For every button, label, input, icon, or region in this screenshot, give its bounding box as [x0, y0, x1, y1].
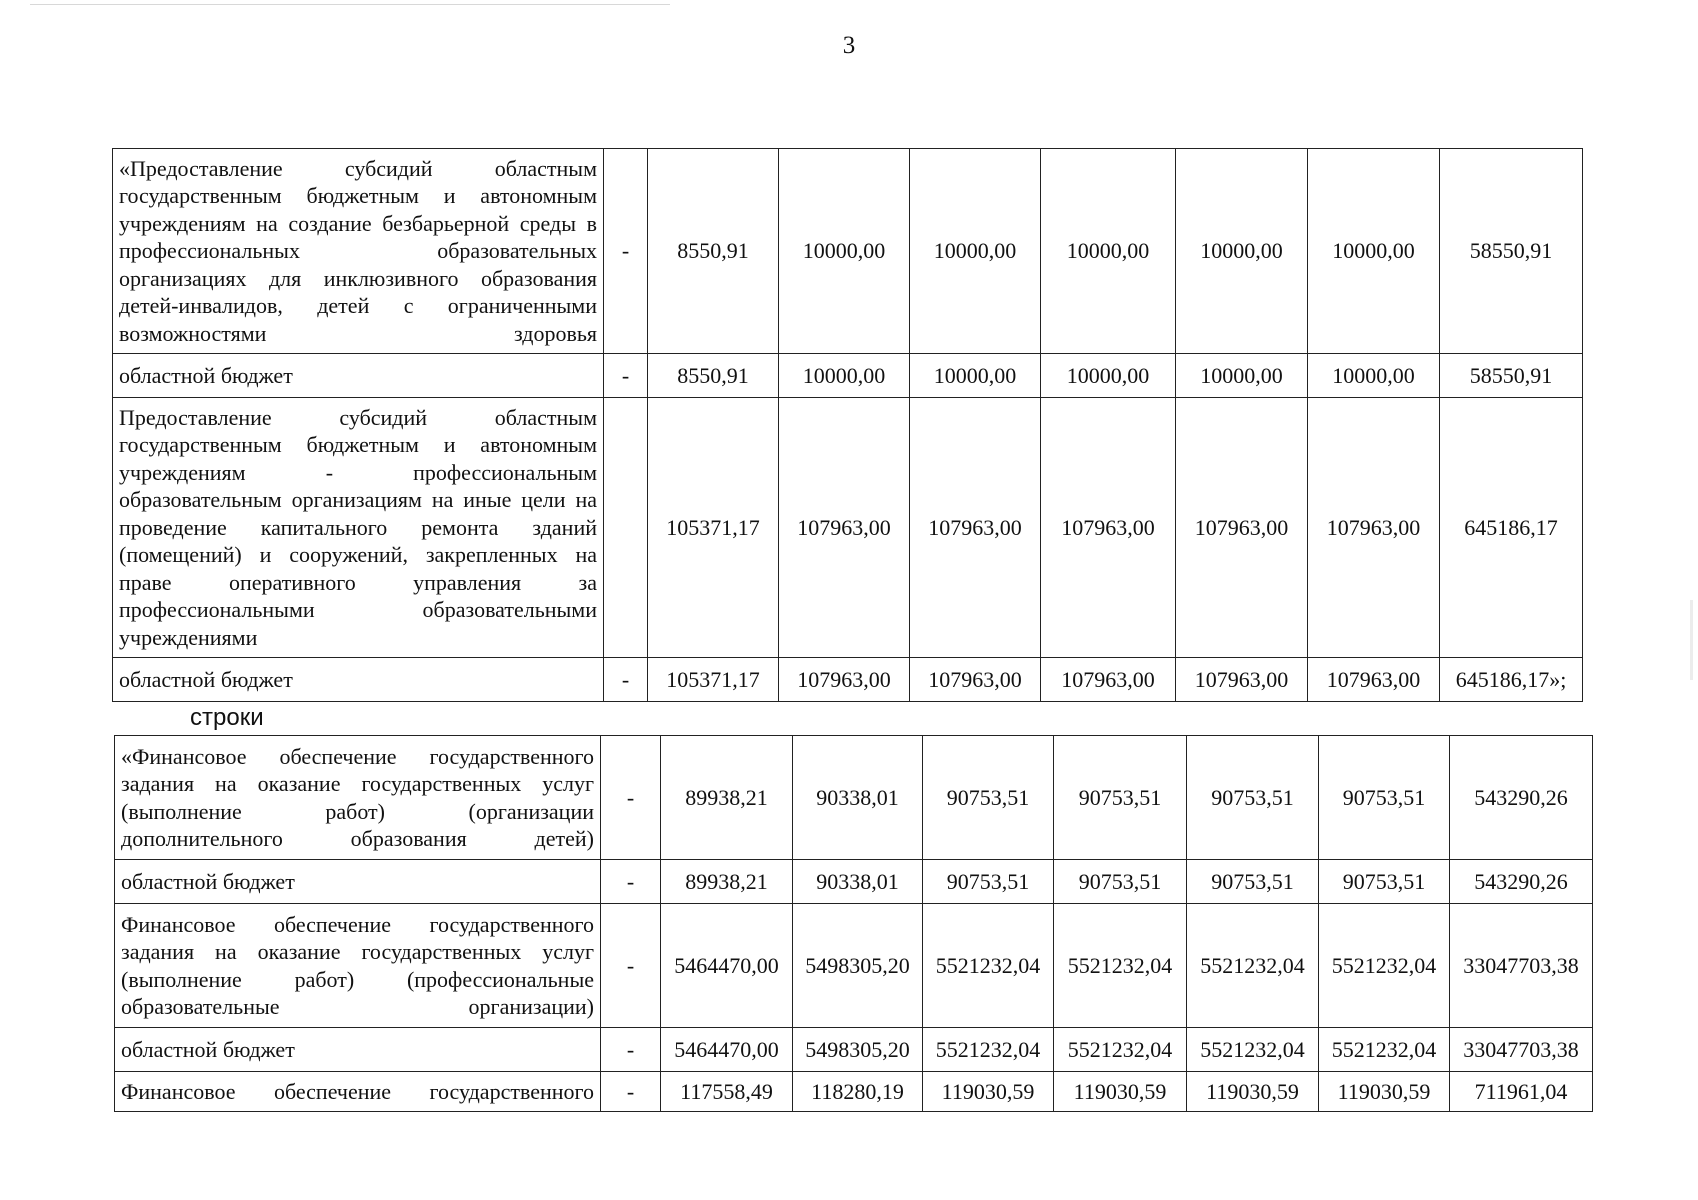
value-cell: 119030,59	[1319, 1072, 1450, 1112]
value-cell: 10000,00	[779, 354, 910, 398]
value-cell: 105371,17	[648, 398, 779, 658]
row-name-cell: «Финансовое обеспечение государственного задания на оказание государственных услуг (выполнение работ) (организации дополнительного образования детей)	[115, 736, 601, 860]
total-cell: 33047703,38	[1450, 904, 1593, 1028]
total-cell: 543290,26	[1450, 736, 1593, 860]
table-row	[115, 1072, 1593, 1112]
value-cell: 10000,00	[910, 149, 1041, 354]
value-cell: 5521232,04	[1187, 1028, 1319, 1072]
budget-table-upper	[112, 148, 1583, 702]
value-cell: 90753,51	[923, 860, 1054, 904]
dash-cell: -	[601, 1072, 661, 1112]
budget-table-lower	[114, 735, 1593, 1112]
table-row	[113, 149, 1583, 354]
value-cell: 90753,51	[1319, 860, 1450, 904]
value-cell: 107963,00	[1176, 658, 1308, 702]
total-cell: 711961,04	[1450, 1072, 1593, 1112]
table-row	[115, 736, 1593, 860]
value-cell: 90753,51	[1054, 860, 1187, 904]
row-name-cell: областной бюджет	[113, 658, 604, 702]
value-cell: 107963,00	[1041, 658, 1176, 702]
value-cell: 90338,01	[793, 860, 923, 904]
total-cell: 543290,26	[1450, 860, 1593, 904]
value-cell: 107963,00	[1176, 398, 1308, 658]
total-cell: 645186,17	[1440, 398, 1583, 658]
row-name-cell: «Предоставление субсидий областным государственным бюджетным и автономным учреждениям на создание безбарьерной среды в профессиональных образовательных организациях для инклюзивного образования детей-инвалидов, детей с ограниченными возможностями здоровья	[113, 149, 604, 354]
value-cell: 10000,00	[1176, 149, 1308, 354]
value-cell: 8550,91	[648, 354, 779, 398]
value-cell: 5498305,20	[793, 1028, 923, 1072]
total-cell: 33047703,38	[1450, 1028, 1593, 1072]
dash-cell	[604, 398, 648, 658]
value-cell: 119030,59	[1054, 1072, 1187, 1112]
value-cell: 10000,00	[1308, 354, 1440, 398]
value-cell: 90753,51	[1054, 736, 1187, 860]
row-name-cell: Финансовое обеспечение государственного задания на оказание государственных услуг (выполнение работ) (профессиональные образовательные организации)	[115, 904, 601, 1028]
value-cell: 10000,00	[910, 354, 1041, 398]
value-cell: 107963,00	[1308, 398, 1440, 658]
value-cell: 107963,00	[1308, 658, 1440, 702]
value-cell: 119030,59	[923, 1072, 1054, 1112]
value-cell: 90753,51	[1319, 736, 1450, 860]
row-name-cell: областной бюджет	[115, 860, 601, 904]
row-name-cell: областной бюджет	[113, 354, 604, 398]
value-cell: 90753,51	[1187, 860, 1319, 904]
value-cell: 5521232,04	[923, 1028, 1054, 1072]
value-cell: 90753,51	[923, 736, 1054, 860]
value-cell: 117558,49	[661, 1072, 793, 1112]
rows-caption: строки	[190, 704, 264, 731]
value-cell: 10000,00	[1176, 354, 1308, 398]
table-row	[115, 1028, 1593, 1072]
value-cell: 5464470,00	[661, 1028, 793, 1072]
value-cell: 5521232,04	[1319, 904, 1450, 1028]
value-cell: 5521232,04	[923, 904, 1054, 1028]
dash-cell: -	[601, 904, 661, 1028]
value-cell: 10000,00	[779, 149, 910, 354]
value-cell: 90338,01	[793, 736, 923, 860]
value-cell: 107963,00	[1041, 398, 1176, 658]
dash-cell: -	[601, 736, 661, 860]
value-cell: 5521232,04	[1054, 904, 1187, 1028]
value-cell: 10000,00	[1041, 354, 1176, 398]
value-cell: 107963,00	[779, 658, 910, 702]
value-cell: 107963,00	[779, 398, 910, 658]
table-row	[113, 354, 1583, 398]
scan-artifact-line	[30, 4, 670, 5]
total-cell: 58550,91	[1440, 149, 1583, 354]
value-cell: 5498305,20	[793, 904, 923, 1028]
value-cell: 5464470,00	[661, 904, 793, 1028]
value-cell: 10000,00	[1308, 149, 1440, 354]
dash-cell: -	[604, 658, 648, 702]
table-row	[113, 658, 1583, 702]
row-name-cell: Предоставление субсидий областным государственным бюджетным и автономным учреждениям - профессиональным образовательным организациям на иные цели на проведение капитального ремонта зданий (помещений) и сооружений, закрепленных на праве оперативного управления за профессиональными образовательными учреждениями	[113, 398, 604, 658]
total-cell: 645186,17»;	[1440, 658, 1583, 702]
value-cell: 89938,21	[661, 860, 793, 904]
scan-artifact-edge	[1690, 600, 1693, 680]
dash-cell: -	[601, 860, 661, 904]
table-row	[113, 398, 1583, 658]
value-cell: 5521232,04	[1319, 1028, 1450, 1072]
table-row	[115, 860, 1593, 904]
row-name-cell: Финансовое обеспечение государственного	[115, 1072, 601, 1112]
total-cell: 58550,91	[1440, 354, 1583, 398]
value-cell: 118280,19	[793, 1072, 923, 1112]
value-cell: 8550,91	[648, 149, 779, 354]
table-row	[115, 904, 1593, 1028]
value-cell: 105371,17	[648, 658, 779, 702]
row-name-cell: областной бюджет	[115, 1028, 601, 1072]
value-cell: 89938,21	[661, 736, 793, 860]
value-cell: 10000,00	[1041, 149, 1176, 354]
value-cell: 5521232,04	[1054, 1028, 1187, 1072]
dash-cell: -	[604, 149, 648, 354]
value-cell: 107963,00	[910, 658, 1041, 702]
dash-cell: -	[604, 354, 648, 398]
value-cell: 119030,59	[1187, 1072, 1319, 1112]
value-cell: 107963,00	[910, 398, 1041, 658]
value-cell: 5521232,04	[1187, 904, 1319, 1028]
value-cell: 90753,51	[1187, 736, 1319, 860]
page-number: 3	[842, 32, 856, 59]
dash-cell: -	[601, 1028, 661, 1072]
